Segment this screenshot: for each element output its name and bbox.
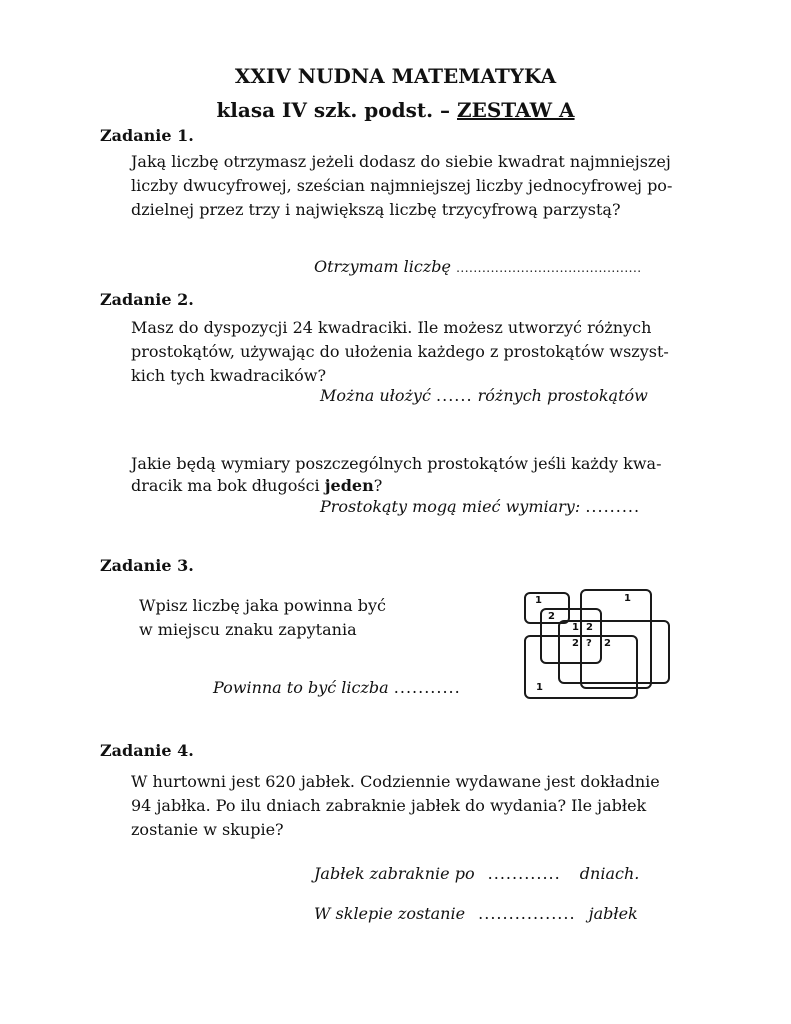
task1-answer-label: Otrzymam liczbę	[314, 257, 451, 276]
task3-answer-label: Powinna to być liczba	[213, 678, 389, 697]
set-label: ZESTAW A	[457, 98, 575, 122]
task2-heading: Zadanie 2.	[100, 290, 194, 309]
task3-answer	[213, 678, 461, 697]
task2-answer-a-blank[interactable]: ......	[436, 386, 473, 405]
task4-answer-1-label: Jabłek zabraknie po	[314, 864, 475, 883]
num-top-right: 1	[624, 593, 631, 604]
task3-answer-blank[interactable]: ...........	[393, 678, 461, 697]
task2-line-3: kich tych kwadracików?	[131, 366, 327, 385]
num-question-mark: ?	[586, 638, 592, 649]
task2-answer-a-label: Można ułożyć	[320, 386, 431, 405]
task2-line-4: Jakie będą wymiary poszczególnych prostokątów jeśli każdy kwa-	[131, 454, 662, 473]
task2-line-1: Masz do dyspozycji 24 kwadraciki. Ile możesz utworzyć różnych	[131, 318, 652, 337]
task2-answer-b-blank[interactable]: .........	[585, 497, 641, 516]
task2-line-5	[131, 474, 382, 498]
task2-answer-a	[320, 386, 648, 405]
task3-line-2: w miejscu znaku zapytania	[139, 620, 357, 639]
task3-line-1: Wpisz liczbę jaka powinna być	[139, 596, 386, 615]
task4-line-1: W hurtowni jest 620 jabłek. Codziennie wydawane jest dokładnie	[131, 772, 660, 791]
task4-heading: Zadanie 4.	[100, 741, 194, 760]
task1-line-3: dzielnej przez trzy i największą liczbę trzycyfrową parzystą?	[131, 200, 621, 219]
task1-line-1: Jaką liczbę otrzymasz jeżeli dodasz do siebie kwadrat najmniejszej	[131, 152, 671, 171]
task4-answer-1	[314, 864, 639, 883]
task1-heading: Zadanie 1.	[100, 126, 194, 145]
task4-answer-2-label: W sklepie zostanie	[314, 904, 466, 923]
task1-line-2: liczby dwucyfrowej, sześcian najmniejszej liczby jednocyfrowej po-	[131, 176, 673, 195]
page-title: XXIV NUDNA MATEMATYKA	[234, 64, 557, 88]
task2-bold-word: jeden	[324, 476, 374, 495]
task2-line-5-end: ?	[373, 476, 383, 495]
page-subtitle	[0, 98, 791, 122]
task1-answer-blank[interactable]: ...........................................	[456, 261, 642, 275]
num-top-left: 1	[535, 595, 542, 606]
num-row1-b: 2	[586, 622, 593, 633]
overlapping-squares-diagram	[520, 585, 670, 700]
task1-answer	[314, 257, 642, 276]
task4-answer-1-suffix: dniach.	[579, 864, 640, 883]
task3-heading: Zadanie 3.	[100, 556, 194, 575]
num-row1-a: 1	[572, 622, 579, 633]
task4-answer-2-suffix: jabłek	[588, 904, 638, 923]
task2-answer-a-suffix: różnych prostokątów	[477, 386, 648, 405]
task4-answer-1-blank[interactable]: ............	[487, 864, 561, 883]
task4-line-3: zostanie w skupie?	[131, 820, 284, 839]
class-label: klasa IV szk. podst. –	[216, 98, 451, 122]
task4-line-2: 94 jabłka. Po ilu dniach zabraknie jabłek do wydania? Ile jabłek	[131, 796, 647, 815]
task2-line-5-text: dracik ma bok długości	[131, 476, 325, 495]
num-bottom: 1	[536, 682, 543, 693]
task4-answer-2	[314, 904, 638, 923]
task2-answer-b-label: Prostokąty mogą mieć wymiary:	[320, 497, 581, 516]
num-second: 2	[548, 611, 555, 622]
num-row2-c: 2	[604, 638, 611, 649]
task2-answer-b	[320, 497, 640, 516]
task2-line-2: prostokątów, używając do ułożenia każdego z prostokątów wszyst-	[131, 342, 669, 361]
task4-answer-2-blank[interactable]: ................	[478, 904, 576, 923]
num-row2-a: 2	[572, 638, 579, 649]
